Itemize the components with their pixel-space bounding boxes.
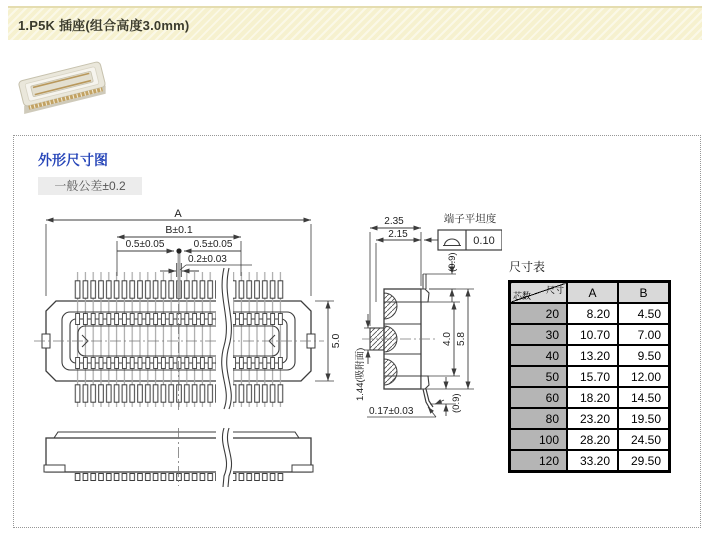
column-header-b: B bbox=[618, 282, 670, 304]
dimension-panel bbox=[13, 135, 701, 528]
dim-215-label: 2.15 bbox=[388, 229, 408, 240]
column-header-a: A bbox=[567, 282, 618, 304]
cell-b: 14.50 bbox=[618, 387, 670, 408]
corner-label-pins: 芯数 bbox=[513, 291, 532, 301]
dim-a-label: A bbox=[174, 208, 182, 220]
dim-height-label: 5.0 bbox=[330, 333, 342, 349]
cell-b: 29.50 bbox=[618, 450, 670, 472]
dim-40-label: 4.0 bbox=[442, 332, 453, 346]
table-row bbox=[510, 324, 670, 345]
cell-a: 10.70 bbox=[567, 324, 618, 345]
table-row bbox=[510, 366, 670, 387]
panel-title: 外形尺寸图 bbox=[38, 152, 108, 168]
size-table-title: 尺寸表 bbox=[509, 260, 546, 274]
cell-b: 9.50 bbox=[618, 345, 670, 366]
connector-photo-body bbox=[16, 61, 107, 114]
cell-b: 24.50 bbox=[618, 429, 670, 450]
top-view-drawing bbox=[34, 208, 342, 411]
dim-pin-width-label: 0.2±0.03 bbox=[188, 254, 227, 265]
cell-a: 15.70 bbox=[567, 366, 618, 387]
dim-suction-label: 1.44(吸附面) bbox=[355, 347, 366, 401]
table-row bbox=[510, 429, 670, 450]
cell-a: 18.20 bbox=[567, 387, 618, 408]
size-table-header-row bbox=[510, 282, 670, 304]
size-table bbox=[508, 280, 671, 473]
section-title: 1.P5K 插座(组合高度3.0mm) bbox=[18, 17, 190, 33]
cell-b: 7.00 bbox=[618, 324, 670, 345]
cell-a: 28.20 bbox=[567, 429, 618, 450]
flatness-label: 端子平坦度 bbox=[443, 213, 497, 225]
tolerance-note: 一般公差±0.2 bbox=[38, 177, 142, 195]
dim-b-label: B±0.1 bbox=[165, 224, 193, 236]
cell-pins: 80 bbox=[510, 408, 568, 429]
cell-pins: 50 bbox=[510, 366, 568, 387]
cell-pins: 40 bbox=[510, 345, 568, 366]
cell-pins: 60 bbox=[510, 387, 568, 408]
table-row bbox=[510, 345, 670, 366]
dim-pitch-right-label: 0.5±0.05 bbox=[193, 239, 233, 250]
corner-label-size: 尺寸 bbox=[545, 285, 564, 295]
cell-b: 12.00 bbox=[618, 366, 670, 387]
dim-lead-label: 0.17±0.03 bbox=[369, 406, 414, 417]
side-view-drawing bbox=[354, 212, 502, 417]
cell-pins: 20 bbox=[510, 303, 568, 324]
dim-09-top-label: (0.9) bbox=[447, 252, 458, 272]
cell-pins: 100 bbox=[510, 429, 568, 450]
dim-58-label: 5.8 bbox=[456, 332, 467, 346]
dim-235-label: 2.35 bbox=[384, 216, 404, 227]
cell-a: 33.20 bbox=[567, 450, 618, 472]
table-row bbox=[510, 408, 670, 429]
front-view-drawing bbox=[44, 427, 313, 488]
table-row bbox=[510, 303, 670, 324]
dim-pitch-left-label: 0.5±0.05 bbox=[125, 239, 165, 250]
flatness-value: 0.10 bbox=[473, 235, 495, 247]
cell-b: 19.50 bbox=[618, 408, 670, 429]
connector-photo bbox=[10, 54, 114, 116]
technical-drawing bbox=[32, 206, 502, 521]
cell-a: 23.20 bbox=[567, 408, 618, 429]
dim-09-bottom-label: (0.9) bbox=[451, 393, 462, 413]
section-header bbox=[8, 6, 702, 40]
cell-pins: 120 bbox=[510, 450, 568, 472]
table-row bbox=[510, 450, 670, 472]
table-row bbox=[510, 387, 670, 408]
size-table-corner-cell bbox=[510, 282, 568, 304]
cell-pins: 30 bbox=[510, 324, 568, 345]
cell-a: 13.20 bbox=[567, 345, 618, 366]
cell-b: 4.50 bbox=[618, 303, 670, 324]
size-table-block bbox=[508, 258, 671, 473]
cell-a: 8.20 bbox=[567, 303, 618, 324]
